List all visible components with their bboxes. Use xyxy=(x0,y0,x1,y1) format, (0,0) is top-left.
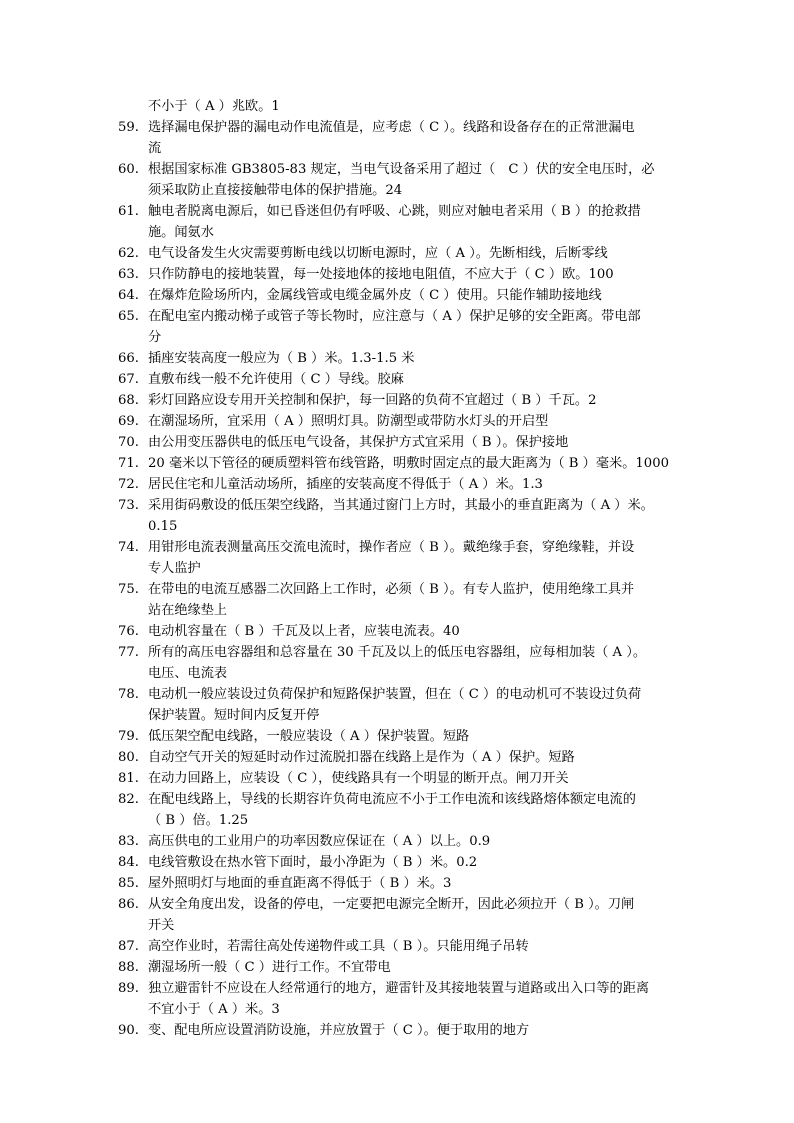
question-text-line: 不宜小于（ A ）米。3 xyxy=(148,1002,280,1017)
item-number: 85. xyxy=(118,876,139,891)
question-item xyxy=(148,348,688,369)
question-text-line: 专人监护 xyxy=(148,561,201,576)
question-text-line: 须采取防止直接接触带电体的保护措施。24 xyxy=(148,183,403,198)
question-text-line: 流 xyxy=(148,141,162,156)
item-number: 90. xyxy=(118,1023,139,1038)
question-text-line: 变、配电所应设置消防设施，并应放置于（ C ）。便于取用的地方 xyxy=(148,1023,530,1038)
item-number: 87. xyxy=(118,939,139,954)
question-text-line: 在配电室内搬动梯子或管子等长物时，应注意与（ A ）保护足够的安全距离。带电部 xyxy=(148,309,641,324)
item-number: 68. xyxy=(118,393,139,408)
question-text-line: 高压供电的工业用户的功率因数应保证在（ A ）以上。0.9 xyxy=(148,834,491,849)
question-text-line: 直敷布线一般不允许使用（ C ）导线。胶麻 xyxy=(148,372,404,387)
question-text-line: 在爆炸危险场所内，金属线管或电缆金属外皮（ C ）使用。只能作辅助接地线 xyxy=(148,288,602,303)
question-item xyxy=(148,852,688,873)
question-text-line: 用钳形电流表测量高压交流电流时，操作者应（ B ）。戴绝缘手套，穿绝缘鞋，并设 xyxy=(148,540,635,555)
question-text-line: 居民住宅和儿童活动场所，插座的安装高度不得低于（ A ）米。1.3 xyxy=(148,477,543,492)
question-text-line: 潮湿场所一般（ C ）进行工作。不宜带电 xyxy=(148,960,391,975)
question-item xyxy=(148,117,688,159)
question-text-line: 所有的高压电容器组和总容量在 30 千瓦及以上的低压电容器组，应每相加装（ A ）。 xyxy=(148,645,647,660)
question-item xyxy=(148,264,688,285)
item-number: 73. xyxy=(118,498,139,513)
question-text-line: 独立避雷针不应设在人经常通行的地方，避雷针及其接地装置与道路或出入口等的距离 xyxy=(148,981,650,996)
item-number: 84. xyxy=(118,855,139,870)
question-text-line: 屋外照明灯与地面的垂直距离不得低于（ B ）米。3 xyxy=(148,876,452,891)
question-text-line: 电动机容量在（ B ）千瓦及以上者，应装电流表。40 xyxy=(148,624,460,639)
question-item xyxy=(148,369,688,390)
question-text-line: 站在绝缘垫上 xyxy=(148,603,228,618)
question-text-line: 选择漏电保护器的漏电动作电流值是，应考虑（ C ）。线路和设备存在的正常泄漏电 xyxy=(148,120,635,135)
question-text-line: 在带电的电流互感器二次回路上工作时，必须（ B ）。有专人监护，使用绝缘工具并 xyxy=(148,582,635,597)
item-number: 66. xyxy=(118,351,139,366)
question-text-line: 在动力回路上，应装设（ C ），使线路具有一个明显的断开点。闸刀开关 xyxy=(148,771,569,786)
question-text-line: 高空作业时，若需往高处传递物件或工具（ B ）。只能用绳子吊转 xyxy=(148,939,529,954)
question-text-line: 插座安装高度一般应为（ B ）米。1.3-1.5 米 xyxy=(148,351,415,366)
item-number: 69. xyxy=(118,414,139,429)
question-item xyxy=(148,621,688,642)
question-item xyxy=(148,285,688,306)
question-text-line: 电压、电流表 xyxy=(148,666,228,681)
question-text-line: 彩灯回路应设专用开关控制和保护，每一回路的负荷不宜超过（ B ）千瓦。2 xyxy=(148,393,597,408)
question-text-line: 分 xyxy=(148,330,162,345)
question-text-line: 电动机一般应装设过负荷保护和短路保护装置，但在（ C ）的电动机可不装设过负荷 xyxy=(148,687,642,702)
item-number: 71. xyxy=(118,456,139,471)
question-text-line: 在配电线路上，导线的长期容许负荷电流应不小于工作电流和该线路熔体额定电流的 xyxy=(148,792,636,807)
question-text-line: 从安全角度出发，设备的停电，一定要把电源完全断开，因此必须拉开（ B ）。刀闸 xyxy=(148,897,635,912)
question-item xyxy=(148,831,688,852)
item-number: 77. xyxy=(118,645,139,660)
question-item xyxy=(148,411,688,432)
question-item xyxy=(148,306,688,348)
item-number: 62. xyxy=(118,246,139,261)
question-item xyxy=(148,684,688,726)
item-number: 67. xyxy=(118,372,139,387)
question-text-line: 施。闻氨水 xyxy=(148,225,214,240)
question-item xyxy=(148,390,688,411)
item-number: 89. xyxy=(118,981,139,996)
question-text-line: 低压架空配电线路，一般应装设（ A ）保护装置。短路 xyxy=(148,729,470,744)
item-number: 82. xyxy=(118,792,139,807)
question-text-line: 电线管敷设在热水管下面时，最小净距为（ B ）米。0.2 xyxy=(148,855,478,870)
question-text-line: 采用街码敷设的低压架空线路，当其通过窗门上方时，其最小的垂直距离为（ A ）米。 xyxy=(148,498,654,513)
question-text-line: 0.15 xyxy=(148,519,178,534)
item-number: 80. xyxy=(118,750,139,765)
item-number: 65. xyxy=(118,309,139,324)
question-item xyxy=(148,96,688,117)
question-text-line: 20 毫米以下管径的硬质塑料管布线管路，明敷时固定点的最大距离为（ B ）毫米。1000 xyxy=(148,456,669,471)
item-number: 63. xyxy=(118,267,139,282)
item-number: 79. xyxy=(118,729,139,744)
question-item xyxy=(148,474,688,495)
question-item xyxy=(148,159,688,201)
question-text-line: 触电者脱离电源后，如已昏迷但仍有呼吸、心跳，则应对触电者采用（ B ）的抢救措 xyxy=(148,204,641,219)
item-number: 88. xyxy=(118,960,139,975)
question-text-line: 根据国家标准 GB3805-83 规定，当电气设备采用了超过（ C ）伏的安全电压时，必 xyxy=(148,162,655,177)
question-item xyxy=(148,726,688,747)
question-text-line: 在潮湿场所，宜采用（ A ）照明灯具。防潮型或带防水灯头的开启型 xyxy=(148,414,549,429)
question-item xyxy=(148,747,688,768)
question-item xyxy=(148,768,688,789)
item-number: 81. xyxy=(118,771,139,786)
question-item xyxy=(148,495,688,537)
question-item xyxy=(148,978,688,1020)
item-number: 83. xyxy=(118,834,139,849)
question-item xyxy=(148,957,688,978)
item-number: 59. xyxy=(118,120,139,135)
question-text-line: 保护装置。短时间内反复开停 xyxy=(148,708,320,723)
question-text-line: 不小于（ A ）兆欧。1 xyxy=(148,99,280,114)
item-number: 61. xyxy=(118,204,139,219)
question-item xyxy=(148,201,688,243)
item-number: 70. xyxy=(118,435,139,450)
question-item xyxy=(148,537,688,579)
question-item xyxy=(148,243,688,264)
question-text-line: 自动空气开关的短延时动作过流脱扣器在线路上是作为（ A ）保护。短路 xyxy=(148,750,575,765)
item-number: 74. xyxy=(118,540,139,555)
item-number: 75. xyxy=(118,582,139,597)
question-text-line: 开关 xyxy=(148,918,175,933)
question-item xyxy=(148,873,688,894)
question-item xyxy=(148,789,688,831)
item-number: 72. xyxy=(118,477,139,492)
item-number: 86. xyxy=(118,897,139,912)
item-number: 64. xyxy=(118,288,139,303)
item-number: 78. xyxy=(118,687,139,702)
question-item xyxy=(148,579,688,621)
question-text-line: 由公用变压器供电的低压电气设备，其保护方式宜采用（ B ）。保护接地 xyxy=(148,435,569,450)
item-number: 76. xyxy=(118,624,139,639)
question-text-line: 只作防静电的接地装置，每一处接地体的接地电阻值，不应大于（ C ）欧。100 xyxy=(148,267,614,282)
question-item xyxy=(148,453,688,474)
item-number: 60. xyxy=(118,162,139,177)
question-text-line: （ B ）倍。1.25 xyxy=(148,813,249,828)
question-item xyxy=(148,1020,688,1041)
question-item xyxy=(148,894,688,936)
question-item xyxy=(148,936,688,957)
question-item xyxy=(148,432,688,453)
question-text-line: 电气设备发生火灾需要剪断电线以切断电源时，应（ A ）。先断相线，后断零线 xyxy=(148,246,608,261)
question-item xyxy=(148,642,688,684)
